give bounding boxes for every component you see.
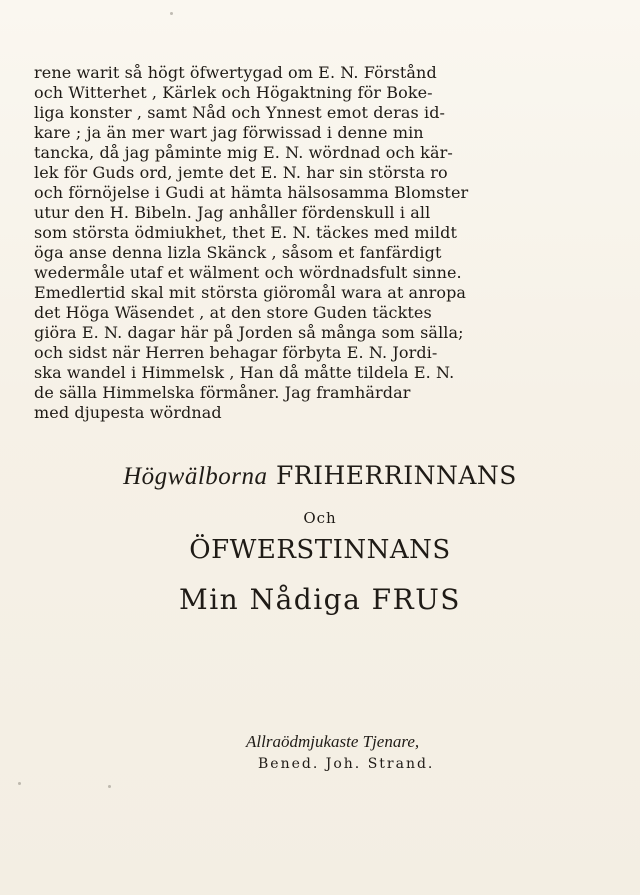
address-title — [0, 460, 640, 616]
body-line: ska wandel i Himmelsk , Han då måtte tildela E. N. — [34, 363, 455, 382]
title-och: Och — [303, 509, 337, 527]
page-speck — [170, 12, 173, 15]
body-line: det Höga Wäsendet , at den store Guden täcktes — [34, 303, 432, 322]
body-line: och förnöjelse i Gudi at hämta hälsosamma Blomster — [34, 183, 469, 202]
body-line: kare ; ja än mer wart jag förwissad i denne min — [34, 123, 424, 142]
title-ofwerstinnans: ÖFWERSTINNANS — [189, 535, 451, 565]
page-speck — [108, 785, 111, 788]
signature-block — [240, 732, 600, 772]
body-line: lek för Guds ord, jemte det E. N. har sin största ro — [34, 163, 448, 182]
body-line: wedermåle utaf et wälment och wördnadsfult sinne. — [34, 263, 462, 282]
title-line-friherrinnans — [0, 460, 640, 493]
letter-body — [34, 63, 614, 423]
body-line: och Witterhet , Kärlek och Högaktning för Boke- — [34, 83, 433, 102]
body-line: som största ödmiukhet, thet E. N. täckes med mildt — [34, 223, 457, 242]
body-line: öga anse denna lizla Skänck , såsom et fanfärdigt — [34, 243, 442, 262]
body-line: tancka, då jag påminte mig E. N. wördnad och kär- — [34, 143, 453, 162]
title-hogwalborna: Högwälborna — [123, 463, 268, 490]
signature-name: Bened. Joh. Strand. — [258, 756, 435, 772]
page-speck — [18, 782, 21, 785]
body-line: liga konster , samt Nåd och Ynnest emot deras id- — [34, 103, 446, 122]
body-line: med djupesta wördnad — [34, 403, 222, 422]
body-line: utur den H. Bibeln. Jag anhåller fördenskull i all — [34, 203, 431, 222]
title-min-nadiga-frus: Min Nådiga FRUS — [179, 583, 461, 616]
body-line: giöra E. N. dagar här på Jorden så många som sälla; — [34, 323, 464, 342]
body-line: Emedlertid skal mit största giöromål wara at anropa — [34, 283, 467, 302]
body-line: rene warit så högt öfwertygad om E. N. Förstånd — [34, 63, 437, 82]
body-line: och sidst när Herren behagar förbyta E. N. Jordi- — [34, 343, 438, 362]
body-line: de sälla Himmelska förmåner. Jag framhärdar — [34, 383, 411, 402]
signature-closing: Allraödmjukaste Tjenare, — [246, 732, 420, 751]
title-friherrinnans: FRIHERRINNANS — [275, 461, 517, 490]
